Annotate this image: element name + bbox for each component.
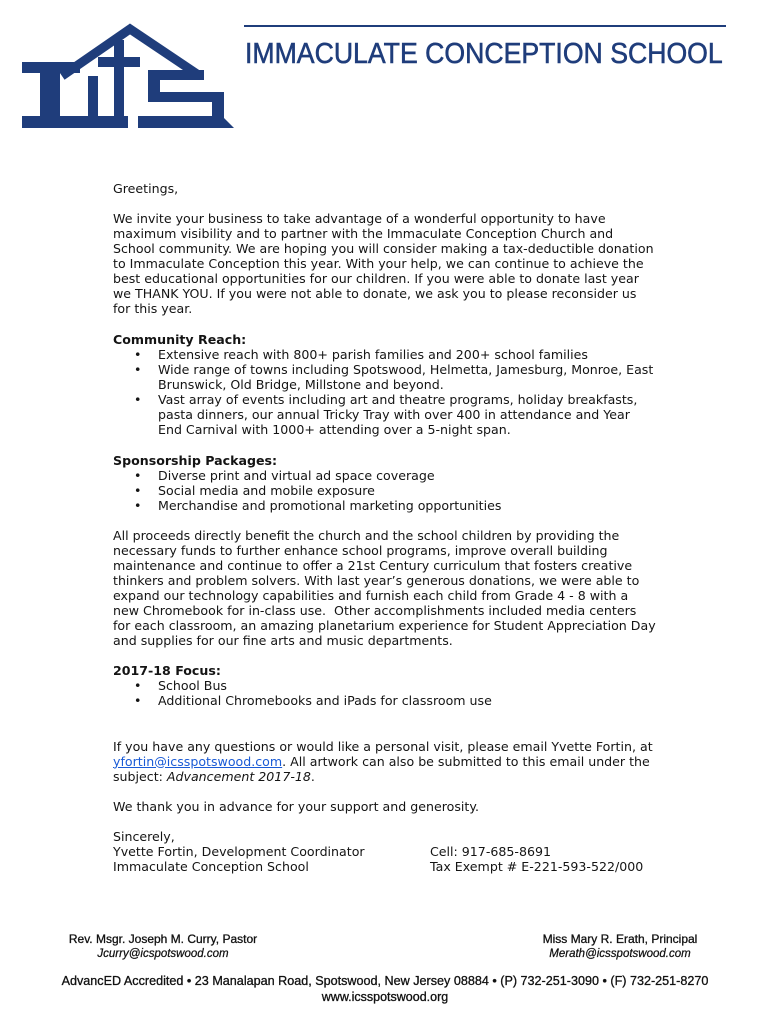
school-logo xyxy=(0,0,240,135)
paragraph-line: expand our technology capabilities and furnish each child from Grade 4 - 8 with a xyxy=(113,587,629,603)
email-link[interactable]: yfortin@icsspotswood.com xyxy=(113,753,283,769)
paragraph-line: maximum visibility and to partner with the Immaculate Conception Church and xyxy=(113,225,614,241)
paragraph-line: School community. We are hoping you will consider making a tax-deductible donation xyxy=(113,240,654,256)
paragraph-line: necessary funds to further enhance school programs, improve overall building xyxy=(113,542,608,558)
list-item-line: School Bus xyxy=(158,677,227,693)
paragraph-line xyxy=(113,754,653,769)
community-reach-section xyxy=(113,332,653,438)
bullet-icon: • xyxy=(134,361,142,377)
paragraph-line: All proceeds directly benefit the church and the school children by providing the xyxy=(113,527,620,543)
list-item-line: Social media and mobile exposure xyxy=(158,482,375,498)
list-item xyxy=(113,498,501,513)
paragraph-line: If you have any questions or would like a personal visit, please email Yvette Fortin, at xyxy=(113,738,653,754)
list-item xyxy=(113,678,492,693)
principal-name: Miss Mary R. Erath, Principal xyxy=(542,931,698,946)
list-item-line: Extensive reach with 800+ parish families and 200+ school families xyxy=(158,346,588,362)
list-item-line: Wide range of towns including Spotswood, Helmetta, Jamesburg, Monroe, East xyxy=(158,361,654,377)
list-item xyxy=(113,693,492,708)
list-item-line: Vast array of events including art and theatre programs, holiday breakfasts, xyxy=(158,391,638,407)
subject-suffix: . xyxy=(310,768,315,784)
proceeds-paragraph xyxy=(113,528,656,649)
list-item-line: End Carnival with 1000+ attending over a 5-night span. xyxy=(158,422,511,438)
paragraph-line: for each classroom, an amazing planetarium experience for Student Appreciation Day xyxy=(113,618,656,634)
thanks-line: We thank you in advance for your support and generosity. xyxy=(113,798,479,814)
paragraph-line: we THANK YOU. If you were not able to donate, we ask you to please reconsider us xyxy=(113,285,637,301)
pastor-block xyxy=(33,932,293,962)
school-name-heading: IMMACULATE CONCEPTION SCHOOL xyxy=(245,38,723,70)
logo-letter-s xyxy=(138,70,234,128)
greeting: Greetings, xyxy=(113,180,179,196)
logo-roof xyxy=(62,29,200,76)
subject-prefix: subject: xyxy=(113,768,167,784)
tax-exempt-number: Tax Exempt # E-221-593-522/000 xyxy=(430,858,644,874)
paragraph-line: best educational opportunities for our children. If you were able to donate last year xyxy=(113,270,639,286)
bullet-icon: • xyxy=(134,677,142,693)
principal-email: Merath@icsspotswood.com xyxy=(549,947,691,960)
cell-phone: Cell: 917-685-8691 xyxy=(430,843,551,859)
signature-organization: Immaculate Conception School xyxy=(113,858,309,874)
list-item-line: pasta dinners, our annual Tricky Tray with over 400 in attendance and Year xyxy=(158,406,630,422)
bullet-icon: • xyxy=(134,482,142,498)
paragraph-line: new Chromebook for in-class use. Other accomplishments included media centers xyxy=(113,602,637,618)
paragraph-text: . All artwork can also be submitted to this email under the xyxy=(282,753,650,769)
list-item-line: Diverse print and virtual ad space coverage xyxy=(158,467,435,483)
address-line: AdvancED Accredited • 23 Manalapan Road, Spotswood, New Jersey 08884 • (P) 732-251-3090 • (F) 732-251-8270 xyxy=(61,974,709,988)
subject-title: Advancement 2017-18 xyxy=(166,768,311,784)
community-reach-heading: Community Reach: xyxy=(113,331,247,347)
paragraph-line: We invite your business to take advantage of a wonderful opportunity to have xyxy=(113,210,606,226)
focus-heading: 2017-18 Focus: xyxy=(113,662,221,678)
contact-paragraph xyxy=(113,739,653,784)
intro-paragraph xyxy=(113,211,654,317)
list-item xyxy=(113,483,501,498)
logo-letter-c-wall xyxy=(88,76,98,122)
pastor-name: Rev. Msgr. Joseph M. Curry, Pastor xyxy=(68,931,258,946)
bullet-icon: • xyxy=(134,346,142,362)
list-item-line: Merchandise and promotional marketing opportunities xyxy=(158,497,502,513)
bullet-icon: • xyxy=(134,467,142,483)
bullet-icon: • xyxy=(134,391,142,407)
paragraph-line xyxy=(113,769,653,784)
website-url: www.icsspotswood.org xyxy=(321,990,449,1004)
list-item xyxy=(113,392,653,437)
paragraph-line: to Immaculate Conception this year. With your help, we can continue to achieve the xyxy=(113,255,644,271)
principal-block xyxy=(490,932,750,962)
bullet-icon: • xyxy=(134,692,142,708)
greeting-block xyxy=(113,181,178,196)
signature-block xyxy=(113,829,365,874)
header-rule xyxy=(244,25,726,27)
sponsorship-heading: Sponsorship Packages: xyxy=(113,452,278,468)
list-item-line: Brunswick, Old Bridge, Millstone and beyond. xyxy=(158,376,444,392)
focus-section xyxy=(113,663,492,708)
list-item xyxy=(113,468,501,483)
bullet-icon: • xyxy=(134,497,142,513)
paragraph-line: for this year. xyxy=(113,301,193,317)
contact-details-block xyxy=(430,844,643,874)
list-item xyxy=(113,362,653,392)
pastor-email: Jcurry@icspotswood.com xyxy=(97,947,229,960)
paragraph-line: and supplies for our fine arts and music departments. xyxy=(113,633,453,649)
signature-name: Yvette Fortin, Development Coordinator xyxy=(113,843,365,859)
sponsorship-section xyxy=(113,453,501,513)
logo-letter-i xyxy=(22,62,128,128)
signature-closing: Sincerely, xyxy=(113,828,175,844)
paragraph-line: maintenance and continue to offer a 21st Century curriculum that fosters creative xyxy=(113,557,633,573)
thanks-block xyxy=(113,799,479,814)
paragraph-line: thinkers and problem solvers. With last year’s generous donations, we were able to xyxy=(113,572,640,588)
list-item-line: Additional Chromebooks and iPads for classroom use xyxy=(158,692,492,708)
list-item xyxy=(113,347,653,362)
